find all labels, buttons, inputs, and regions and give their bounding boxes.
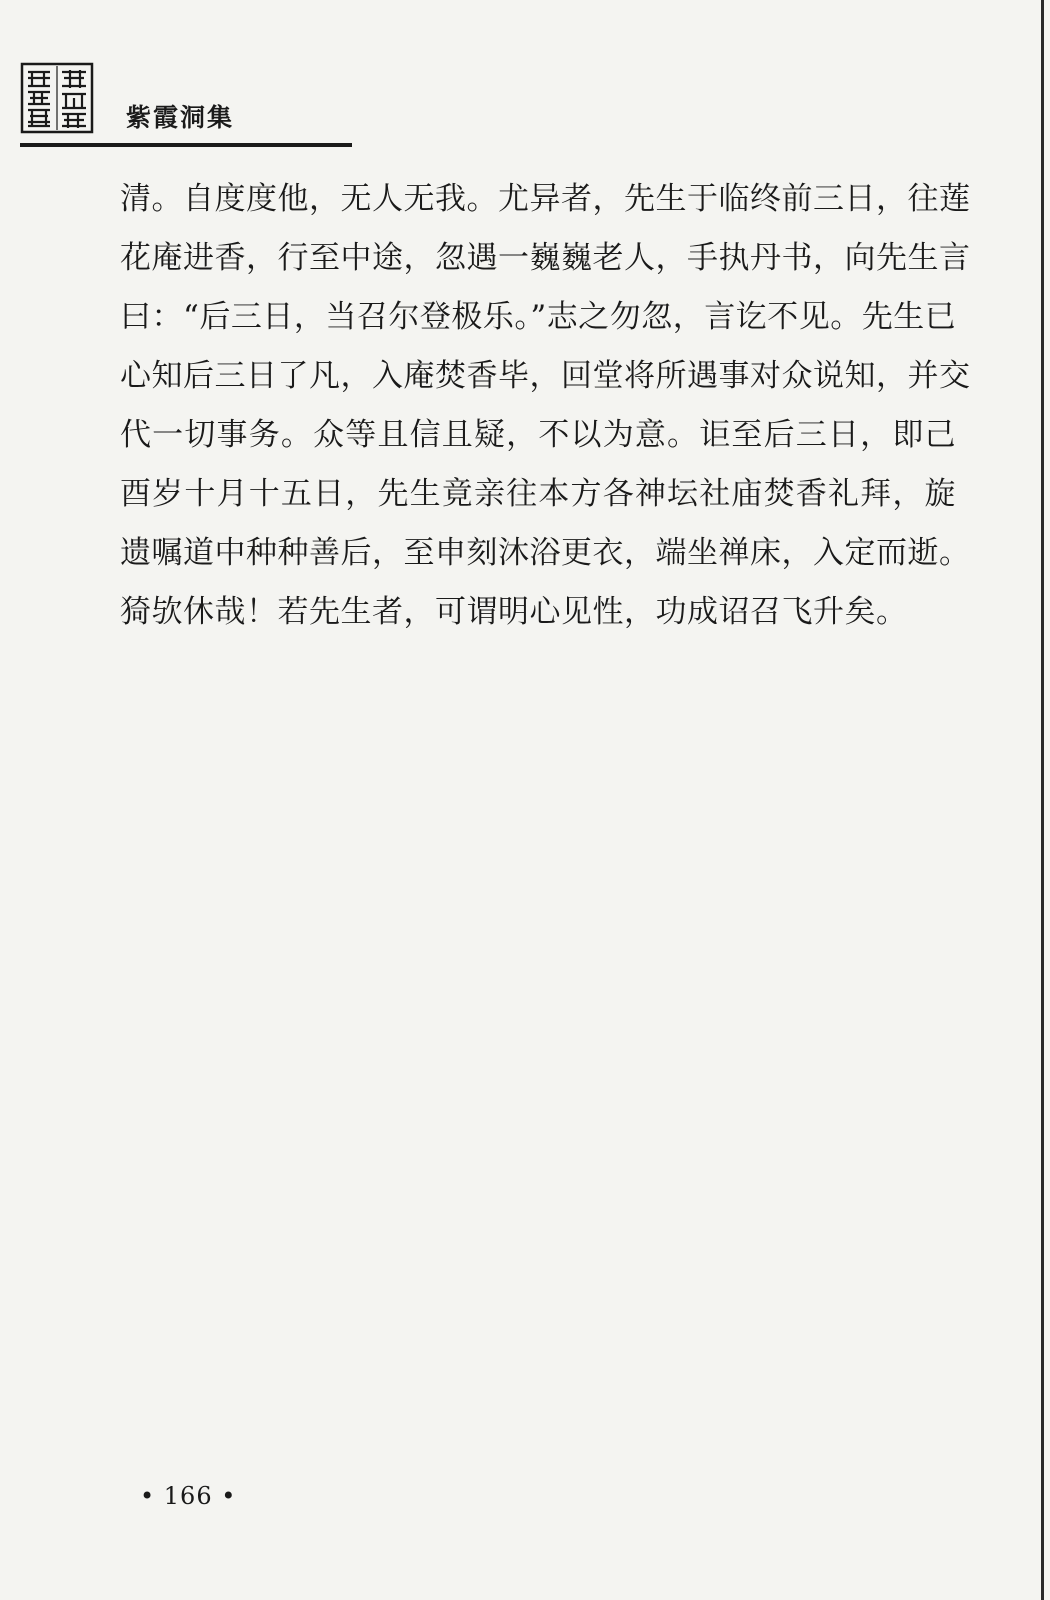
page-edge-shadow (1041, 0, 1044, 1600)
page-number: • 166 • (140, 1482, 237, 1510)
seal-stamp-icon (20, 62, 94, 134)
text-line: 曰：“后三日，当召尔登极乐。”志之勿忽，言讫不见。先生已 (120, 299, 957, 335)
header-rule (20, 143, 352, 147)
text-line: 清。自度度他，无人无我。尤异者，先生于临终前三日，往莲 (120, 181, 971, 217)
running-head-title: 紫霞洞集 (126, 103, 235, 132)
text-line: 遗嘱道中种种善后，至申刻沐浴更衣，端坐禅床，入定而逝。 (120, 535, 971, 571)
text-line: 代一切事务。众等且信且疑，不以为意。讵至后三日，即己 (120, 417, 956, 453)
text-line: 花庵进香，行至中途，忽遇一巍巍老人，手执丹书，向先生言 (120, 240, 971, 276)
text-line: 酉岁十月十五日，先生竟亲往本方各神坛社庙焚香礼拜，旋 (120, 476, 956, 512)
text-line: 猗欤休哉！若先生者，可谓明心见性，功成诏召飞升矣。 (120, 594, 908, 630)
body-text (120, 170, 971, 642)
text-line: 心知后三日了凡，入庵焚香毕，回堂将所遇事对众说知，并交 (120, 358, 971, 394)
